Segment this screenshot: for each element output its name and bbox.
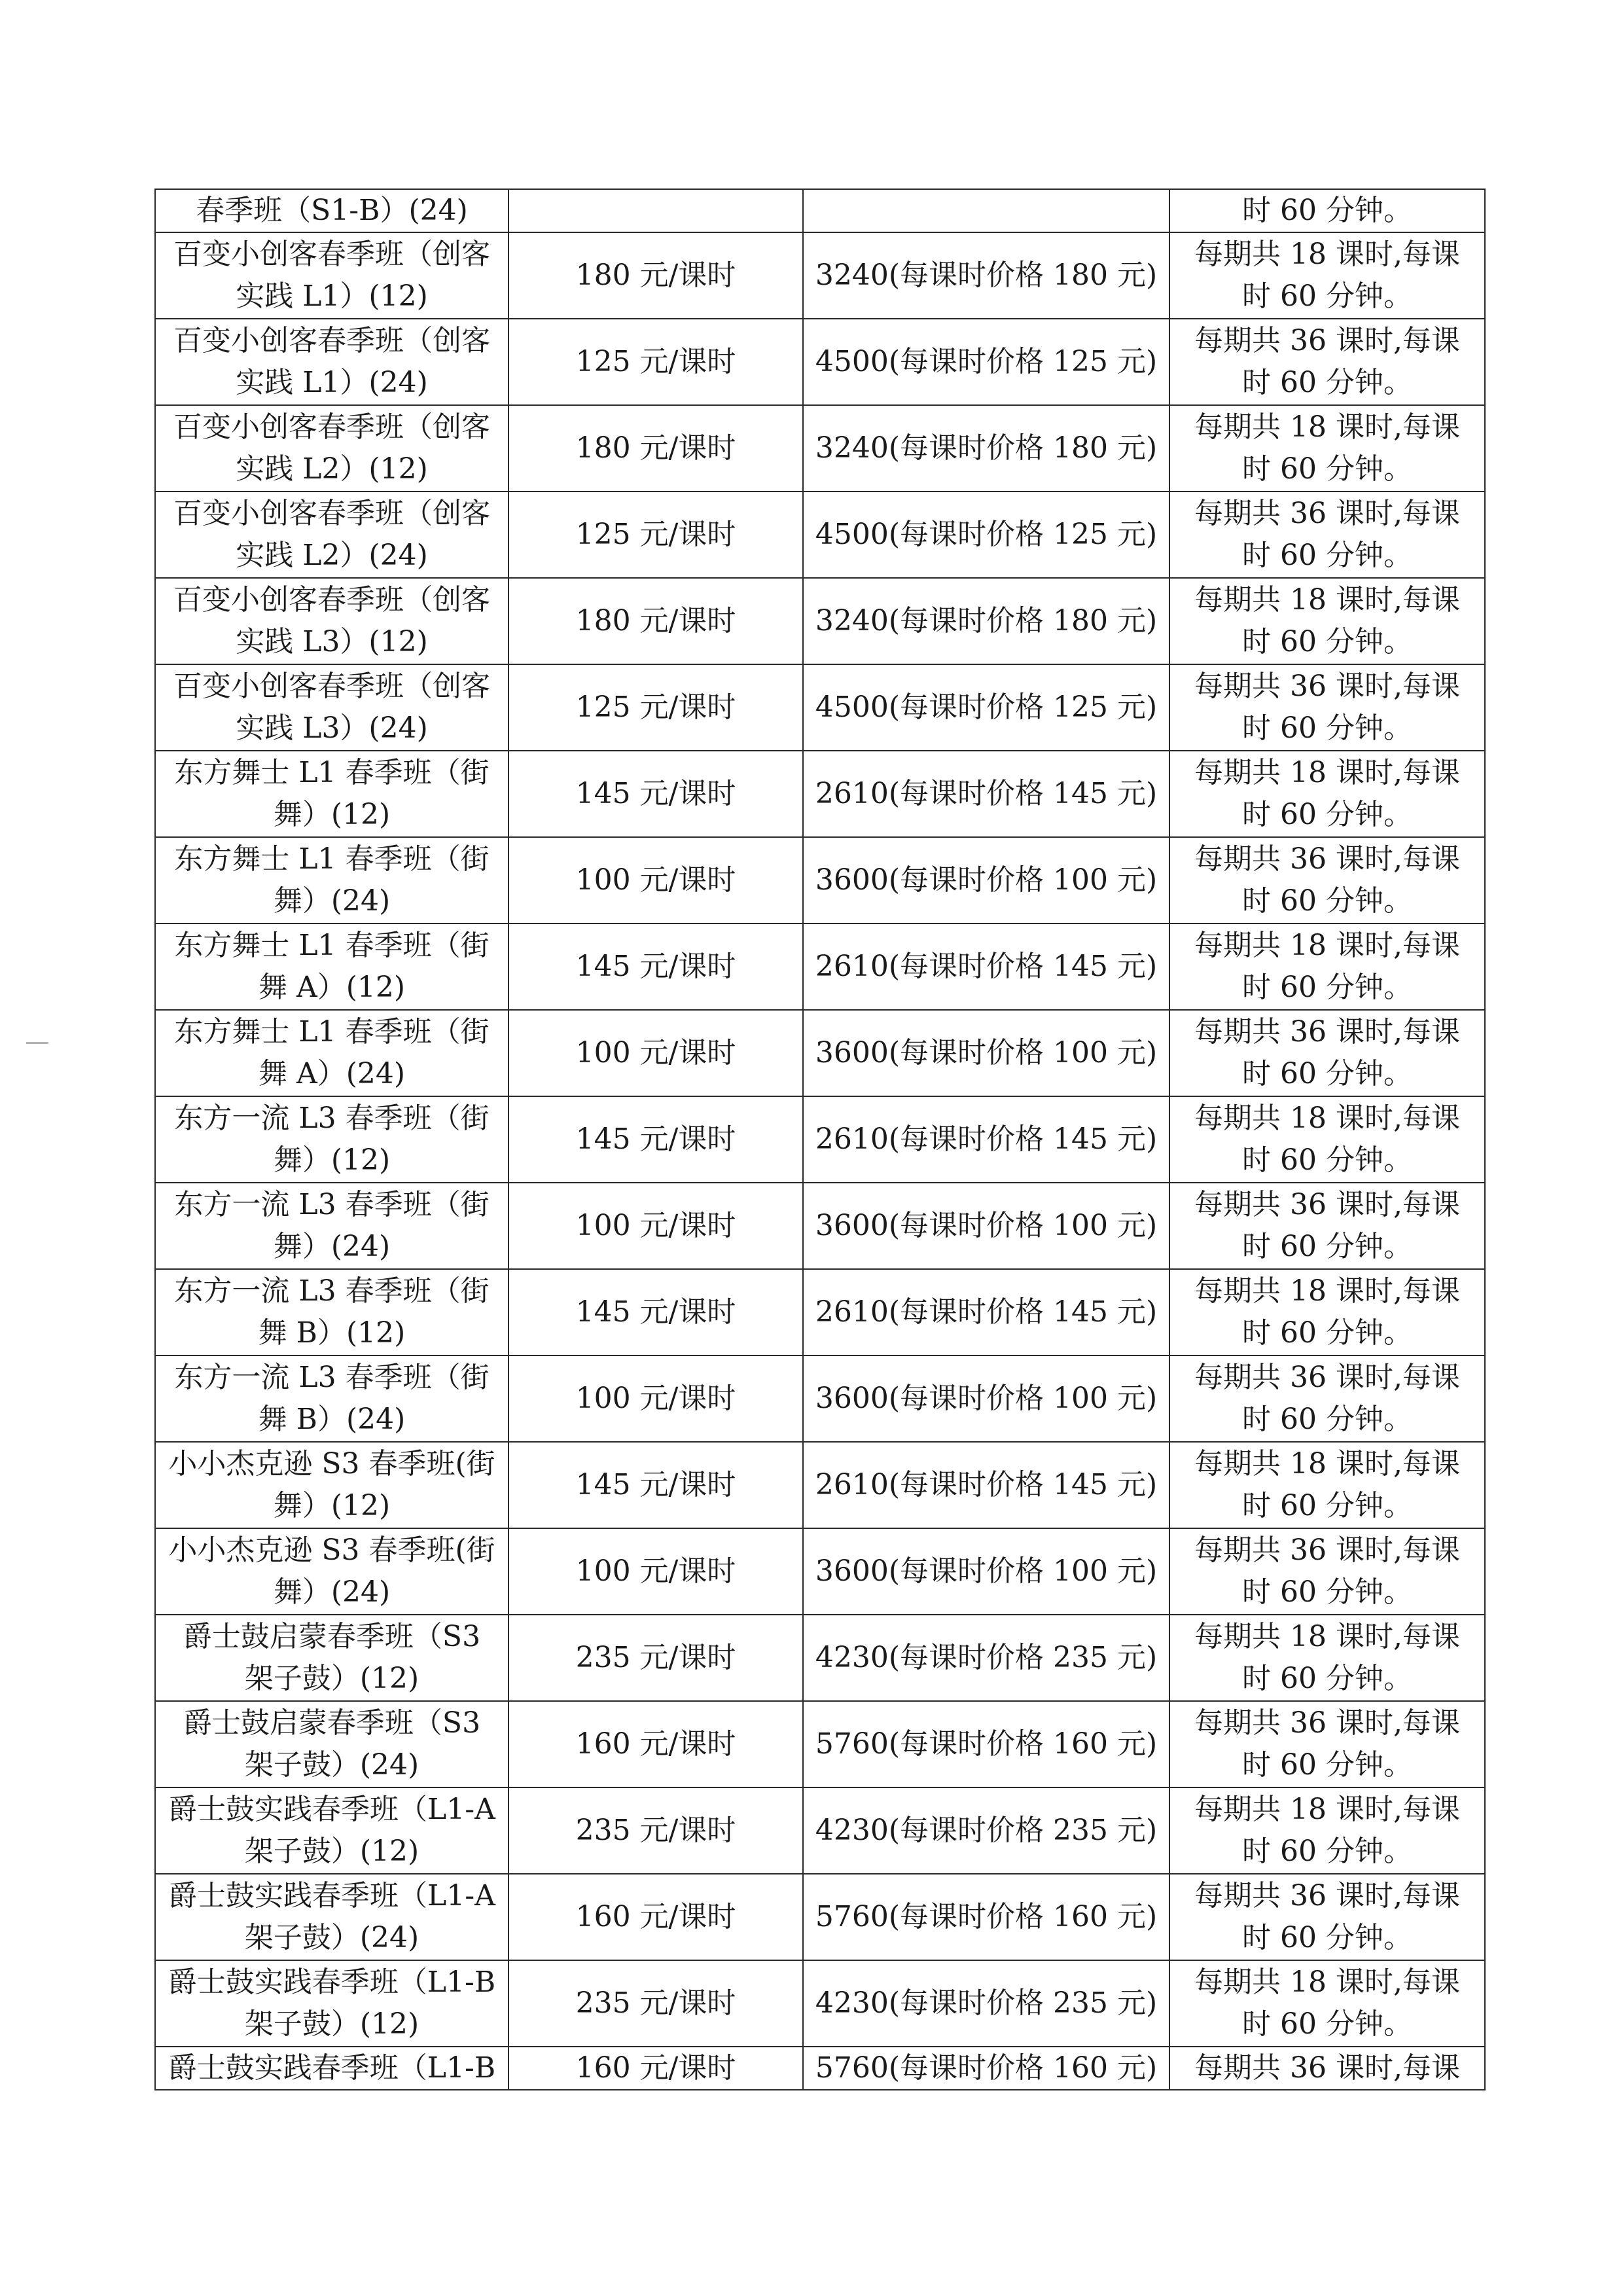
- course-name-cell: [155, 751, 508, 837]
- note-cell: [1169, 405, 1485, 492]
- table-row: [155, 492, 1485, 578]
- course-name-cell: [155, 1269, 508, 1355]
- course-name-line: 实践 L2）(12): [236, 452, 428, 486]
- course-name-line: 东方一流 L3 春季班（街: [174, 1188, 490, 1221]
- note-line: 时 60 分钟。: [1242, 625, 1412, 658]
- course-name-line: 舞）(24): [273, 1230, 391, 1263]
- table-row: [155, 189, 1485, 232]
- course-name-line: 东方舞士 L1 春季班（街: [174, 756, 490, 789]
- course-name-line: 东方一流 L3 春季班（街: [174, 1361, 490, 1394]
- course-name-line: 百变小创客春季班（创客: [173, 324, 490, 357]
- table-row: [155, 1874, 1485, 1960]
- note-cell: [1169, 232, 1485, 319]
- course-name-line: 舞）(12): [273, 1489, 391, 1522]
- unit-price-cell: 145 元/课时: [508, 1442, 803, 1528]
- course-name-line: 东方舞士 L1 春季班（街: [174, 842, 490, 876]
- note-line: 时 60 分钟。: [1242, 2007, 1412, 2041]
- total-price-cell: 5760(每课时价格 160 元): [803, 1874, 1169, 1960]
- unit-price-cell: 180 元/课时: [508, 578, 803, 664]
- course-name-line: 实践 L3）(24): [236, 711, 428, 745]
- note-cell: [1169, 1960, 1485, 2047]
- course-name-line: 舞 A）(12): [258, 971, 406, 1004]
- total-price-cell: 4230(每课时价格 235 元): [803, 1787, 1169, 1874]
- unit-price-cell: 125 元/课时: [508, 492, 803, 578]
- table-row: [155, 232, 1485, 319]
- unit-price-cell: 145 元/课时: [508, 1269, 803, 1355]
- table-row: [155, 405, 1485, 492]
- table-row: [155, 1442, 1485, 1528]
- course-name-cell: [155, 405, 508, 492]
- note-cell: [1169, 1787, 1485, 1874]
- note-line: 每期共 36 课时,每课: [1194, 1361, 1460, 1394]
- note-line: 每期共 18 课时,每课: [1194, 929, 1460, 962]
- course-name-line: 舞）(12): [273, 1143, 391, 1177]
- course-name-cell: [155, 1528, 508, 1615]
- course-name-line: 舞）(24): [273, 1575, 391, 1609]
- note-line: 每期共 18 课时,每课: [1194, 1620, 1460, 1653]
- note-line: 每期共 18 课时,每课: [1194, 583, 1460, 617]
- note-line: 每期共 18 课时,每课: [1194, 1965, 1460, 1999]
- course-name-line: 百变小创客春季班（创客: [173, 583, 490, 617]
- note-line: 时 60 分钟。: [1242, 884, 1412, 918]
- note-line: 每期共 18 课时,每课: [1194, 238, 1460, 271]
- note-line: 每期共 18 课时,每课: [1194, 1793, 1460, 1826]
- course-name-line: 百变小创客春季班（创客: [173, 670, 490, 703]
- note-cell: [1169, 1701, 1485, 1787]
- course-name-line: 百变小创客春季班（创客: [173, 497, 490, 530]
- fee-table-body: [155, 189, 1485, 2090]
- total-price-cell: 2610(每课时价格 145 元): [803, 1269, 1169, 1355]
- total-price-cell: 4500(每课时价格 125 元): [803, 664, 1169, 751]
- unit-price-cell: 100 元/课时: [508, 1183, 803, 1269]
- unit-price-cell: 145 元/课时: [508, 1096, 803, 1183]
- unit-price-cell: 100 元/课时: [508, 1528, 803, 1615]
- total-price-cell: 2610(每课时价格 145 元): [803, 1096, 1169, 1183]
- unit-price-cell: 160 元/课时: [508, 2047, 803, 2090]
- note-cell: [1169, 664, 1485, 751]
- table-row: [155, 1183, 1485, 1269]
- table-row: [155, 1787, 1485, 1874]
- note-line: 每期共 18 课时,每课: [1194, 410, 1460, 444]
- table-row: [155, 1701, 1485, 1787]
- course-name-line: 小小杰克逊 S3 春季班(街: [168, 1447, 495, 1480]
- note-line: 每期共 36 课时,每课: [1194, 1015, 1460, 1049]
- course-name-cell: [155, 1183, 508, 1269]
- unit-price-cell: 145 元/课时: [508, 924, 803, 1010]
- course-name-line: 舞）(24): [273, 884, 391, 918]
- course-name-cell: [155, 924, 508, 1010]
- note-line: 时 60 分钟。: [1242, 1316, 1412, 1350]
- total-price-cell: 5760(每课时价格 160 元): [803, 1701, 1169, 1787]
- note-line: 每期共 36 课时,每课: [1194, 1188, 1460, 1221]
- unit-price-cell: 125 元/课时: [508, 664, 803, 751]
- course-name-line: 东方舞士 L1 春季班（街: [174, 1015, 490, 1049]
- total-price-cell: 5760(每课时价格 160 元): [803, 2047, 1169, 2090]
- note-line: 时 60 分钟。: [1242, 1057, 1412, 1090]
- scan-artifact: [26, 1042, 48, 1044]
- note-cell: [1169, 1528, 1485, 1615]
- table-row: [155, 1528, 1485, 1615]
- total-price-cell: 2610(每课时价格 145 元): [803, 924, 1169, 1010]
- note-line: 每期共 18 课时,每课: [1194, 756, 1460, 789]
- total-price-cell: 3600(每课时价格 100 元): [803, 1528, 1169, 1615]
- table-row: [155, 1960, 1485, 2047]
- note-cell: 每期共 36 课时,每课: [1169, 2047, 1485, 2090]
- note-cell: [1169, 837, 1485, 924]
- course-name-line: 实践 L3）(12): [236, 625, 428, 658]
- table-row: [155, 1096, 1485, 1183]
- unit-price-cell: 235 元/课时: [508, 1615, 803, 1701]
- unit-price-cell: 160 元/课时: [508, 1874, 803, 1960]
- total-price-cell: 3600(每课时价格 100 元): [803, 1355, 1169, 1442]
- course-name-cell: [155, 232, 508, 319]
- note-line: 每期共 36 课时,每课: [1194, 842, 1460, 876]
- table-row: [155, 319, 1485, 405]
- note-line: 每期共 18 课时,每课: [1194, 1274, 1460, 1308]
- note-line: 时 60 分钟。: [1242, 1143, 1412, 1177]
- course-name-cell: [155, 1615, 508, 1701]
- course-name-line: 爵士鼓实践春季班（L1-B: [168, 1965, 496, 1999]
- course-name-cell: [155, 1960, 508, 2047]
- note-cell: [1169, 319, 1485, 405]
- note-line: 时 60 分钟。: [1242, 1489, 1412, 1522]
- course-fee-table: [154, 188, 1486, 2090]
- note-line: 每期共 36 课时,每课: [1194, 497, 1460, 530]
- note-line: 时 60 分钟。: [1242, 1662, 1412, 1695]
- unit-price-cell: 100 元/课时: [508, 1355, 803, 1442]
- unit-price-cell: 125 元/课时: [508, 319, 803, 405]
- note-cell: [1169, 1269, 1485, 1355]
- note-line: 时 60 分钟。: [1242, 1575, 1412, 1609]
- total-price-cell: 3600(每课时价格 100 元): [803, 1010, 1169, 1096]
- note-cell: [1169, 492, 1485, 578]
- course-name-cell: [155, 492, 508, 578]
- course-name-line: 东方舞士 L1 春季班（街: [174, 929, 490, 962]
- note-line: 每期共 36 课时,每课: [1194, 1534, 1460, 1567]
- note-line: 每期共 36 课时,每课: [1194, 324, 1460, 357]
- note-line: 每期共 18 课时,每课: [1194, 1102, 1460, 1135]
- course-name-line: 架子鼓）(24): [244, 1921, 419, 1954]
- note-cell: [1169, 1010, 1485, 1096]
- course-name-line: 爵士鼓启蒙春季班（S3: [183, 1706, 481, 1740]
- table-row: [155, 1355, 1485, 1442]
- total-price-cell: 3600(每课时价格 100 元): [803, 837, 1169, 924]
- table-row: [155, 751, 1485, 837]
- course-name-line: 架子鼓）(12): [244, 1835, 419, 1868]
- course-name-cell: 爵士鼓实践春季班（L1-B: [155, 2047, 508, 2090]
- course-name-cell: [155, 319, 508, 405]
- note-cell: [1169, 1183, 1485, 1269]
- course-name-cell: [155, 1787, 508, 1874]
- unit-price-cell: 180 元/课时: [508, 405, 803, 492]
- note-line: 时 60 分钟。: [1242, 452, 1412, 486]
- course-name-line: 架子鼓）(12): [244, 1662, 419, 1695]
- course-name-line: 架子鼓）(12): [244, 2007, 419, 2041]
- note-line: 时 60 分钟。: [1242, 1230, 1412, 1263]
- unit-price-cell: 100 元/课时: [508, 1010, 803, 1096]
- note-cell: [1169, 751, 1485, 837]
- course-name-cell: [155, 1010, 508, 1096]
- course-name-line: 实践 L1）(24): [236, 366, 428, 399]
- note-line: 每期共 36 课时,每课: [1194, 670, 1460, 703]
- table-row: [155, 837, 1485, 924]
- course-name-line: 舞 A）(24): [258, 1057, 406, 1090]
- total-price-cell: 4230(每课时价格 235 元): [803, 1615, 1169, 1701]
- total-price-cell: 3240(每课时价格 180 元): [803, 232, 1169, 319]
- course-name-line: 舞 B）(12): [258, 1316, 406, 1350]
- total-price-cell: 2610(每课时价格 145 元): [803, 751, 1169, 837]
- unit-price-cell: 235 元/课时: [508, 1787, 803, 1874]
- course-name-line: 爵士鼓实践春季班（L1-A: [168, 1793, 495, 1826]
- note-line: 时 60 分钟。: [1242, 279, 1412, 313]
- total-price-cell: 3240(每课时价格 180 元): [803, 405, 1169, 492]
- table-row: [155, 664, 1485, 751]
- total-price-cell: 3600(每课时价格 100 元): [803, 1183, 1169, 1269]
- note-line: 时 60 分钟。: [1242, 1921, 1412, 1954]
- course-name-line: 舞 B）(24): [258, 1403, 406, 1436]
- table-row: [155, 578, 1485, 664]
- note-line: 时 60 分钟。: [1242, 711, 1412, 745]
- table-row: [155, 924, 1485, 1010]
- course-name-line: 东方一流 L3 春季班（街: [174, 1274, 490, 1308]
- note-cell: [1169, 1615, 1485, 1701]
- note-line: 每期共 36 课时,每课: [1194, 1706, 1460, 1740]
- note-line: 每期共 18 课时,每课: [1194, 1447, 1460, 1480]
- note-line: 时 60 分钟。: [1242, 366, 1412, 399]
- note-cell: [1169, 578, 1485, 664]
- table-row: [155, 1010, 1485, 1096]
- course-name-cell: [155, 1701, 508, 1787]
- note-line: 时 60 分钟。: [1242, 1748, 1412, 1782]
- course-name-cell: [155, 664, 508, 751]
- unit-price-cell: 180 元/课时: [508, 232, 803, 319]
- course-name-line: 舞）(12): [273, 798, 391, 831]
- note-cell: [1169, 1355, 1485, 1442]
- note-line: 时 60 分钟。: [1242, 539, 1412, 572]
- total-price-cell: 4500(每课时价格 125 元): [803, 319, 1169, 405]
- course-name-line: 架子鼓）(24): [244, 1748, 419, 1782]
- course-name-line: 实践 L2）(24): [236, 539, 428, 572]
- table-row: [155, 1269, 1485, 1355]
- unit-price-cell: [508, 189, 803, 232]
- note-cell: [1169, 1096, 1485, 1183]
- course-name-line: 东方一流 L3 春季班（街: [174, 1102, 490, 1135]
- total-price-cell: 2610(每课时价格 145 元): [803, 1442, 1169, 1528]
- total-price-cell: [803, 189, 1169, 232]
- note-cell: [1169, 1874, 1485, 1960]
- table-row: [155, 2047, 1485, 2090]
- course-name-line: 实践 L1）(12): [236, 279, 428, 313]
- note-cell: [1169, 924, 1485, 1010]
- course-name-cell: [155, 837, 508, 924]
- unit-price-cell: 100 元/课时: [508, 837, 803, 924]
- total-price-cell: 4500(每课时价格 125 元): [803, 492, 1169, 578]
- note-line: 时 60 分钟。: [1242, 1835, 1412, 1868]
- note-cell: [1169, 1442, 1485, 1528]
- course-name-cell: [155, 1874, 508, 1960]
- total-price-cell: 3240(每课时价格 180 元): [803, 578, 1169, 664]
- course-name-cell: [155, 578, 508, 664]
- note-line: 每期共 36 课时,每课: [1194, 1879, 1460, 1912]
- note-cell: 时 60 分钟。: [1169, 189, 1485, 232]
- note-line: 时 60 分钟。: [1242, 1403, 1412, 1436]
- course-name-cell: [155, 1096, 508, 1183]
- note-line: 时 60 分钟。: [1242, 798, 1412, 831]
- table-row: [155, 1615, 1485, 1701]
- unit-price-cell: 145 元/课时: [508, 751, 803, 837]
- course-name-cell: [155, 1442, 508, 1528]
- course-name-cell: [155, 1355, 508, 1442]
- course-name-line: 爵士鼓实践春季班（L1-A: [168, 1879, 495, 1912]
- unit-price-cell: 235 元/课时: [508, 1960, 803, 2047]
- course-name-line: 小小杰克逊 S3 春季班(街: [168, 1534, 495, 1567]
- total-price-cell: 4230(每课时价格 235 元): [803, 1960, 1169, 2047]
- course-name-line: 百变小创客春季班（创客: [173, 410, 490, 444]
- course-name-cell: 春季班（S1-B）(24): [155, 189, 508, 232]
- course-name-line: 百变小创客春季班（创客: [173, 238, 490, 271]
- unit-price-cell: 160 元/课时: [508, 1701, 803, 1787]
- note-line: 时 60 分钟。: [1242, 971, 1412, 1004]
- course-name-line: 爵士鼓启蒙春季班（S3: [183, 1620, 481, 1653]
